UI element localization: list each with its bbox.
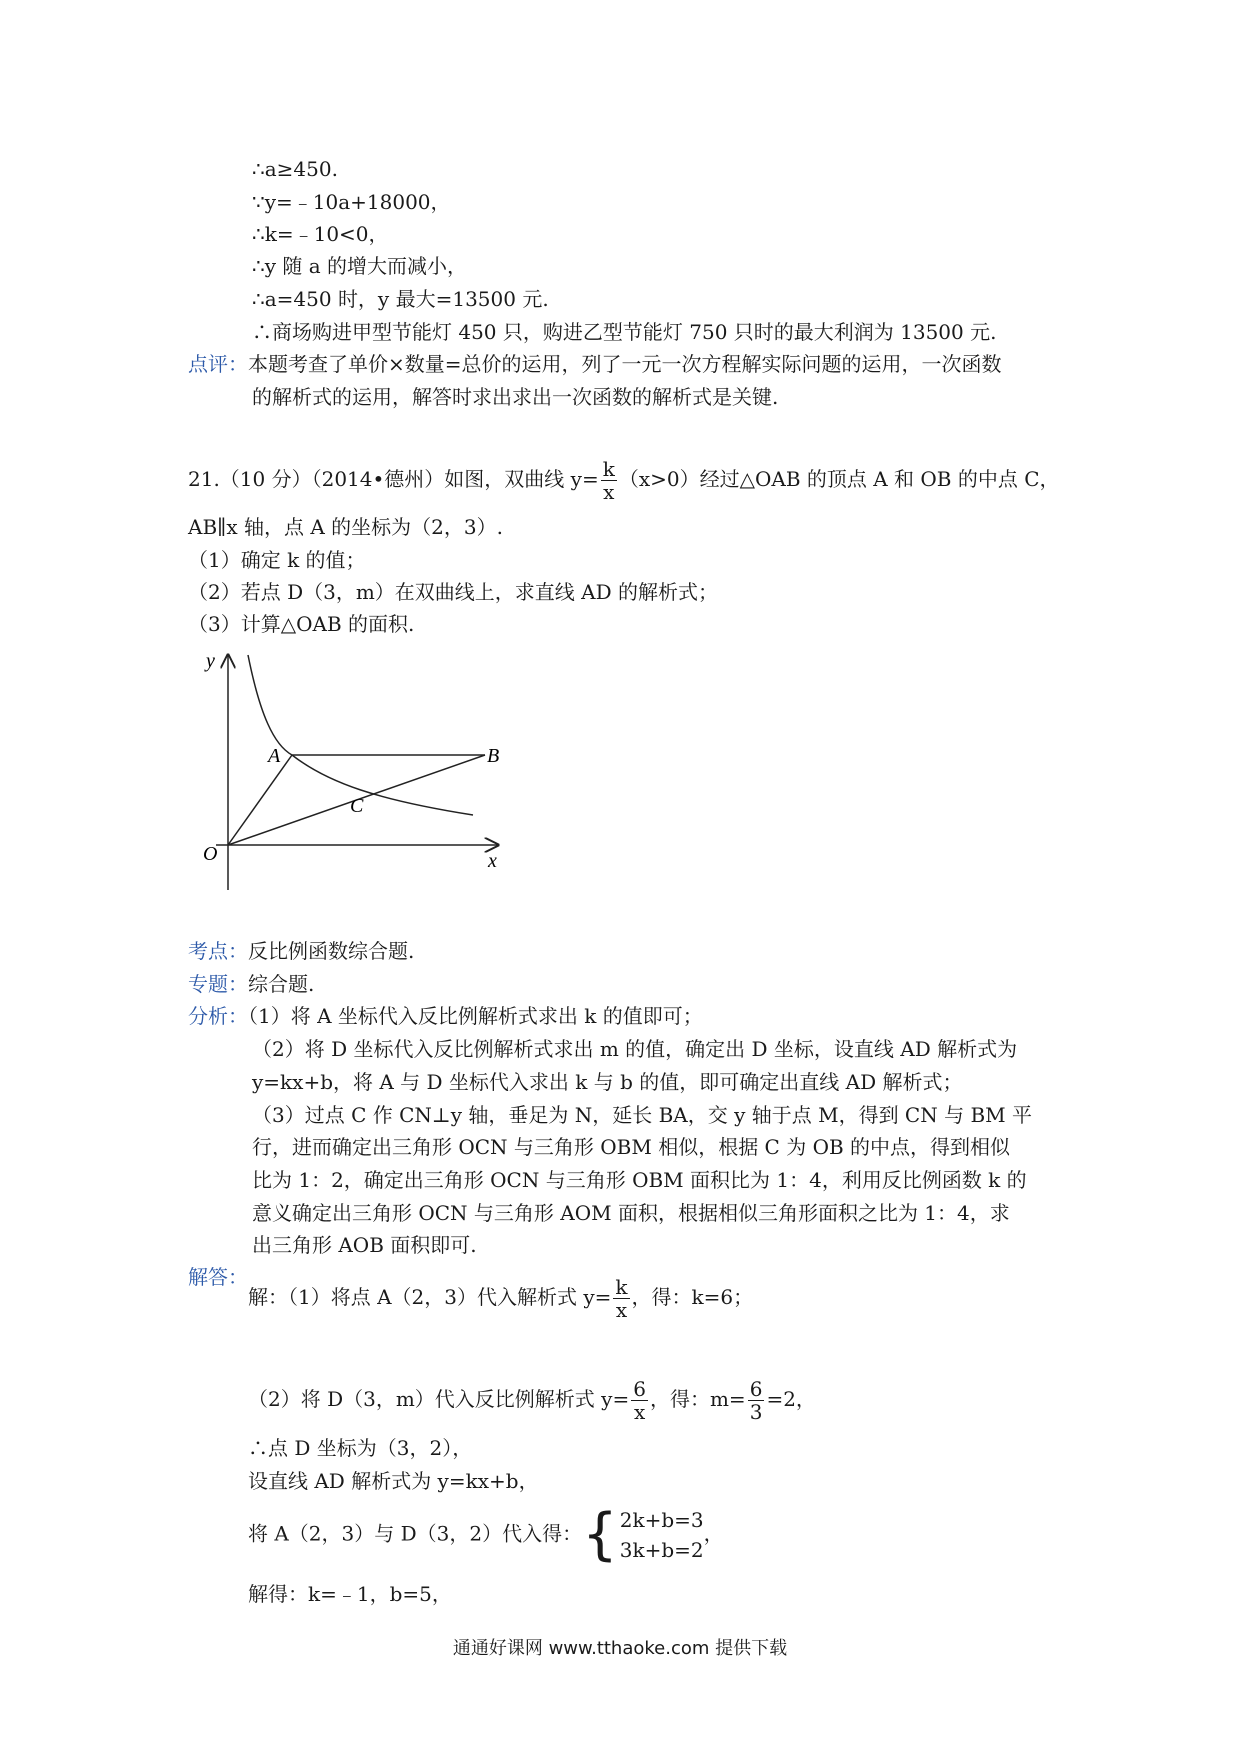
fraction-k-over-x: [601, 458, 617, 503]
zhuanti-label: 专题：: [188, 972, 248, 996]
equation-system: [582, 1502, 704, 1567]
segment-OA: [228, 755, 292, 845]
question-3: （3）计算△OAB 的面积.: [188, 612, 415, 636]
kaodian-text: 反比例函数综合题.: [248, 939, 415, 963]
text-line: ∴a≥450.: [252, 157, 338, 181]
fenxi-text: （1）将 A 坐标代入反比例解析式求出 k 的值即可；: [248, 1004, 703, 1028]
equation-2: 3k+b=2: [619, 1538, 704, 1562]
text-line: ∴y 随 a 的增大而减小，: [252, 254, 468, 278]
fenxi-line: [188, 1002, 703, 1030]
step-text: ，: [703, 1521, 724, 1546]
fraction-6-over-x: [631, 1378, 648, 1423]
solution-step-2: [248, 1378, 816, 1423]
frac-num: 6: [633, 1377, 646, 1401]
function-graph: [188, 645, 518, 895]
fraction-k-over-x: [613, 1276, 629, 1321]
comment-text: 本题考查了单价×数量=总价的运用，列了一元一次方程解实际问题的运用，一次函数: [248, 352, 1002, 376]
fenxi-text: 比为 1：2，确定出三角形 OCN 与三角形 OBM 面积比为 1：4，利用反比例函数 k 的: [252, 1168, 1027, 1192]
solution-step: 设直线 AD 解析式为 y=kx+b，: [248, 1469, 539, 1493]
hyperbola-curve: [248, 655, 473, 815]
fenxi-text: y=kx+b，将 A 与 D 坐标代入求出 k 与 b 的值，即可确定出直线 AD 解析式；: [252, 1070, 963, 1094]
fenxi-text: （2）将 D 坐标代入反比例解析式求出 m 的值，确定出 D 坐标，设直线 AD 解析式为: [252, 1037, 1018, 1061]
label-C: C: [350, 795, 364, 817]
jieda-label: [188, 1263, 248, 1291]
step-text: ，得：m=: [649, 1387, 746, 1411]
page-footer: 通通好课网 www.tthaoke.com 提供下载: [452, 1638, 788, 1659]
question-1: （1）确定 k 的值；: [188, 548, 366, 572]
step-text: （2）将 D（3，m）代入反比例解析式 y=: [248, 1387, 630, 1411]
label-B: B: [487, 745, 500, 767]
label-A: A: [268, 745, 281, 767]
frac-num: k: [602, 457, 615, 481]
fenxi-text: （3）过点 C 作 CN⊥y 轴，垂足为 N，延长 BA，交 y 轴于点 M，得到 CN 与 BM 平: [252, 1103, 1032, 1127]
kaodian-label: 考点：: [188, 939, 248, 963]
step-text: 将 A（2，3）与 D（3，2）代入得：: [248, 1521, 583, 1546]
solution-step-1: [248, 1276, 753, 1321]
text-line: ∴a=450 时，y 最大=13500 元.: [252, 287, 549, 311]
frac-den: x: [603, 480, 615, 504]
frac-den: x: [615, 1298, 628, 1322]
label-x: x: [488, 850, 497, 872]
frac-den: x: [633, 1400, 646, 1424]
problem-tail: （x>0）经过△OAB 的顶点 A 和 OB 的中点 C，: [618, 467, 1060, 491]
fenxi-text: 出三角形 AOB 面积即可.: [252, 1233, 477, 1257]
problem-statement: [188, 458, 1060, 503]
problem-head: 21.（10 分）（2014•德州）如图，双曲线 y=: [188, 467, 599, 491]
text-line: ∴商场购进甲型节能灯 450 只，购进乙型节能灯 750 只时的最大利润为 13500 元.: [252, 320, 997, 344]
label-O: O: [203, 843, 218, 865]
fenxi-label: 分析：: [188, 1004, 248, 1028]
comment-text: 的解析式的运用，解答时求出求出一次函数的解析式是关键.: [252, 385, 779, 409]
step-text: =2，: [766, 1387, 816, 1411]
zhuanti-text: 综合题.: [248, 972, 315, 996]
fenxi-text: 意义确定出三角形 OCN 与三角形 AOM 面积，根据相似三角形面积之比为 1：4，求: [252, 1201, 1010, 1225]
solution-step: 解得：k=﹣1，b=5，: [248, 1582, 452, 1606]
jieda-label-text: 解答：: [188, 1265, 248, 1289]
text-line: ∴k=﹣10<0，: [252, 222, 389, 246]
label-y: y: [206, 650, 215, 672]
step-text: ，得：k=6；: [631, 1285, 754, 1309]
zhuanti-line: [188, 970, 314, 998]
step-text: 解：（1）将点 A（2，3）代入解析式 y=: [248, 1285, 612, 1309]
text-line: ∵y=﹣10a+18000，: [252, 190, 451, 214]
comment-label: 点评：: [188, 352, 248, 376]
kaodian-line: [188, 937, 414, 965]
fraction-6-over-3: [748, 1378, 765, 1423]
question-2: （2）若点 D（3，m）在双曲线上，求直线 AD 的解析式；: [188, 580, 718, 604]
frac-num: k: [615, 1275, 628, 1299]
comment-block: [188, 350, 1002, 378]
frac-den: 3: [749, 1400, 763, 1424]
equation-1: 2k+b=3: [619, 1508, 704, 1532]
frac-num: 6: [749, 1377, 763, 1401]
text-line: AB∥x 轴，点 A 的坐标为（2，3）.: [188, 515, 503, 539]
brace-icon: {: [582, 1502, 618, 1567]
solution-system: [248, 1502, 724, 1567]
solution-step: ∴点 D 坐标为（3，2），: [248, 1436, 473, 1460]
fenxi-text: 行，进而确定出三角形 OCN 与三角形 OBM 相似，根据 C 为 OB 的中点，得到相似: [252, 1135, 1011, 1159]
